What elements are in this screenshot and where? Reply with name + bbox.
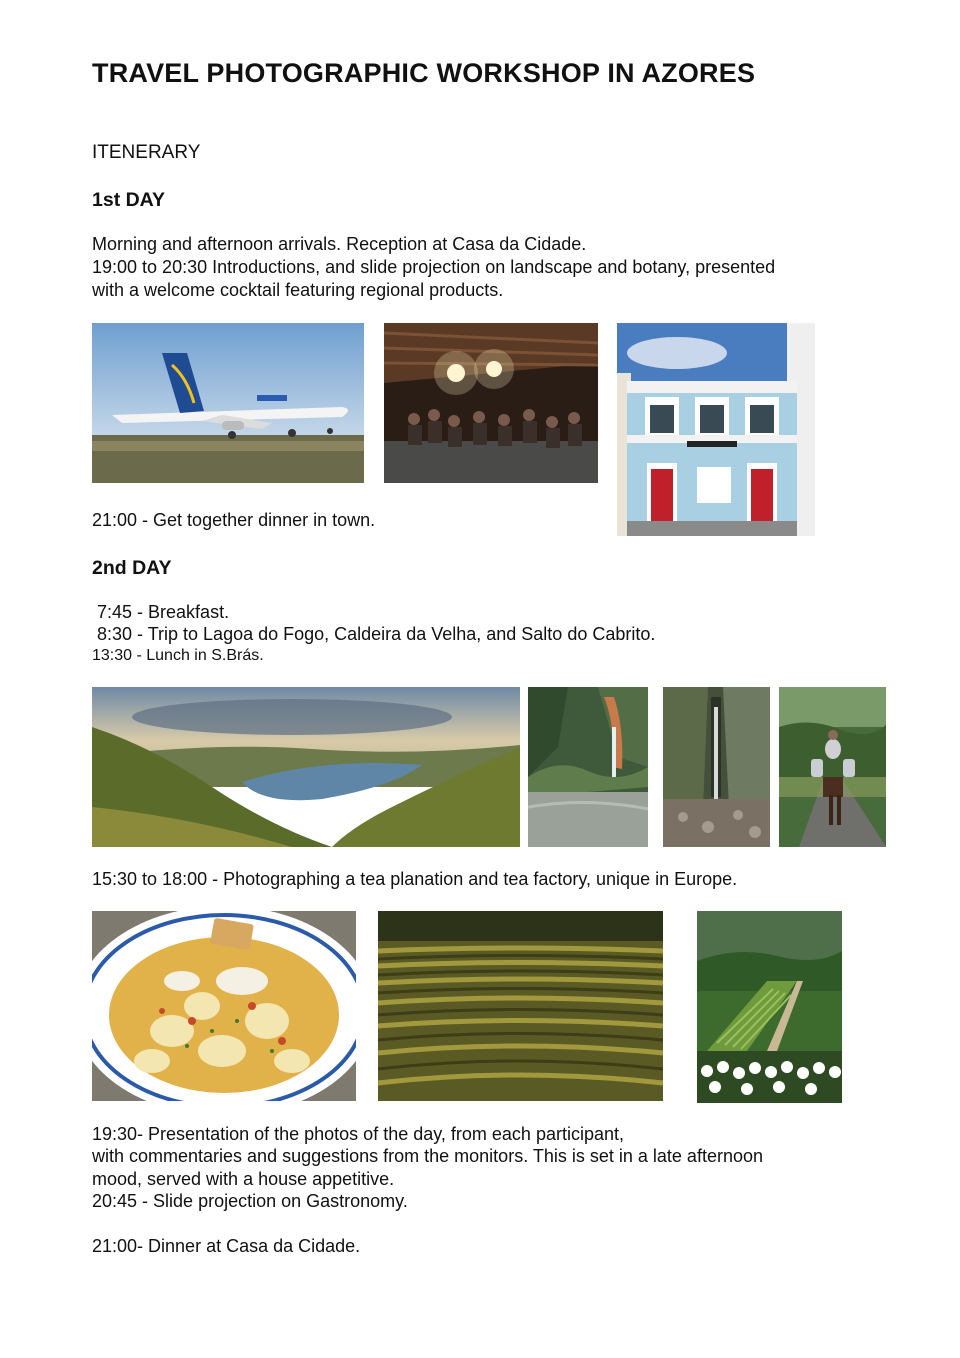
tea-plantation-hills-photo	[697, 911, 842, 1103]
day2-line-1: 7:45 - Breakfast.	[92, 602, 230, 622]
day2-dinner-text: 21:00- Dinner at Casa da Cidade.	[92, 1236, 361, 1256]
lagoa-do-fogo-panorama-photo	[92, 687, 520, 847]
day1-line-2: 19:00 to 20:30 Introductions, and slide projection on landscape and botany, presented	[92, 257, 776, 277]
itinerary-label: ITENERARY	[92, 142, 201, 163]
day2-evening-line-1: 19:30- Presentation of the photos of the day, from each participant,	[92, 1124, 624, 1144]
casa-da-cidade-building-photo	[617, 323, 815, 536]
page-title: TRAVEL PHOTOGRAPHIC WORKSHOP IN AZORES	[92, 58, 756, 88]
day2-line-2: 8:30 - Trip to Lagoa do Fogo, Caldeira da Velha, and Salto do Cabrito.	[92, 624, 656, 644]
evening-gathering-photo	[384, 323, 598, 483]
caldeira-da-velha-photo	[528, 687, 648, 847]
day1-heading: 1st DAY	[92, 189, 165, 211]
day2-evening-line-2: with commentaries and suggestions from the monitors. This is set in a late afternoon	[92, 1146, 763, 1166]
tea-rows-photo	[378, 911, 663, 1101]
day2-tea-text: 15:30 to 18:00 - Photographing a tea planation and tea factory, unique in Europe.	[92, 869, 738, 889]
day2-evening-line-3: mood, served with a house appetitive.	[92, 1169, 395, 1189]
day1-dinner-text: 21:00 - Get together dinner in town.	[92, 510, 376, 530]
waterfall-photo	[663, 687, 770, 847]
fish-stew-plate-photo	[92, 911, 356, 1101]
airplane-photo	[92, 323, 364, 483]
day1-line-1: Morning and afternoon arrivals. Reception at Casa da Cidade.	[92, 234, 587, 254]
day2-lunch-text: 13:30 - Lunch in S.Brás.	[92, 647, 264, 664]
day1-line-3: with a welcome cocktail featuring regional products.	[92, 280, 504, 300]
day2-evening-line-4: 20:45 - Slide projection on Gastronomy.	[92, 1191, 408, 1211]
day2-heading: 2nd DAY	[92, 557, 172, 579]
milkman-donkey-photo	[779, 687, 886, 847]
